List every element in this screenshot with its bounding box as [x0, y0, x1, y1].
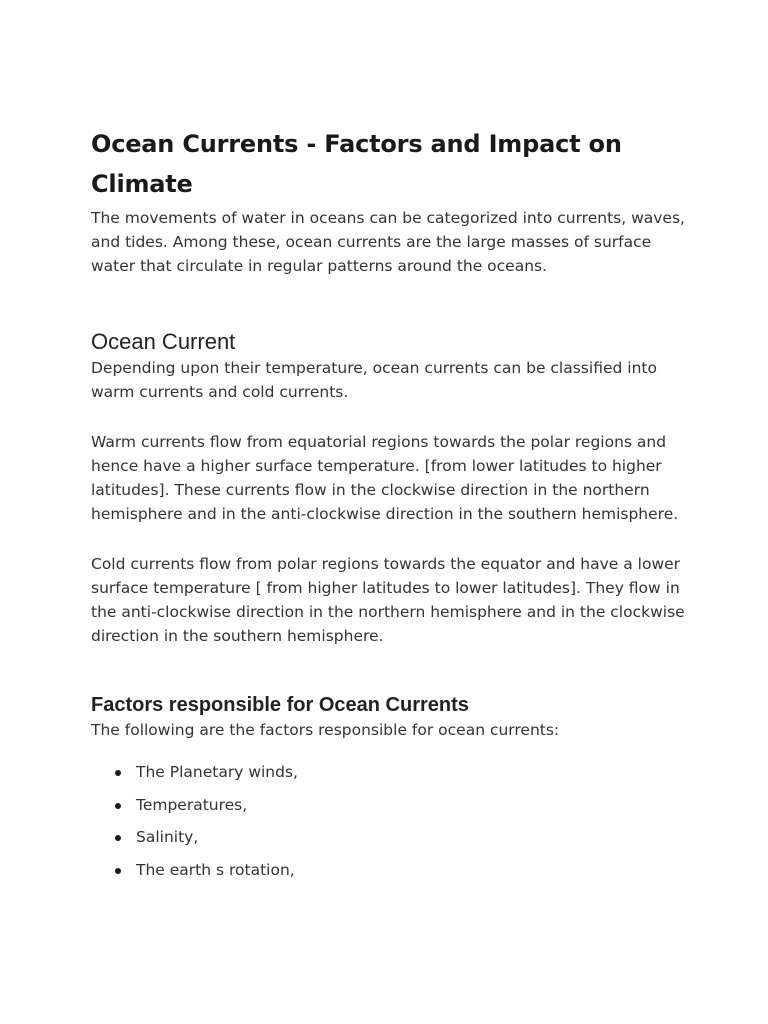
list-item-text: Temperatures, — [136, 795, 248, 814]
bullet-icon — [115, 770, 121, 776]
list-item-text: The Planetary winds, — [136, 763, 298, 781]
document-page — [91, 124, 691, 890]
section-heading-ocean-current: Ocean Current — [91, 329, 236, 354]
list-item — [136, 858, 691, 882]
page-title: Ocean Currents - Factors and Impact on Climate — [91, 130, 622, 198]
paragraph-cold-currents: Cold currents flow from polar regions towards the equator and have a lower surface temperature [ from higher latitudes to lower latitudes]. They flow in the anti-clockwise direction in the northern hemisphere and in the clockwise direction in the southern hemisphere. — [91, 555, 685, 645]
factors-lead-paragraph: The following are the factors responsible for ocean currents: — [91, 721, 560, 739]
bullet-icon — [115, 868, 121, 874]
factors-list — [91, 760, 691, 882]
bullet-icon — [115, 835, 121, 841]
bullet-icon — [115, 803, 121, 809]
list-item — [136, 760, 691, 784]
paragraph-warm-currents: Warm currents flow from equatorial regions towards the polar regions and hence have a higher surface temperature. [from lower latitudes to higher latitudes]. These currents flow in the clockwise direction in the northern hemisphere and in the anti-clockwise direction in the southern hemisphere. — [91, 433, 679, 523]
paragraph-classification: Depending upon their temperature, ocean currents can be classified into warm currents and cold currents. — [91, 359, 657, 401]
list-item-text: Salinity, — [136, 828, 199, 846]
list-item — [136, 825, 691, 849]
intro-paragraph: The movements of water in oceans can be categorized into currents, waves, and tides. Among these, ocean currents are the large masses of surface water that circulate in regular patterns around the oceans. — [91, 209, 685, 275]
section-heading-factors: Factors responsible for Ocean Currents — [91, 694, 469, 716]
list-item — [136, 793, 691, 817]
list-item-text: The earth s rotation, — [136, 860, 295, 879]
